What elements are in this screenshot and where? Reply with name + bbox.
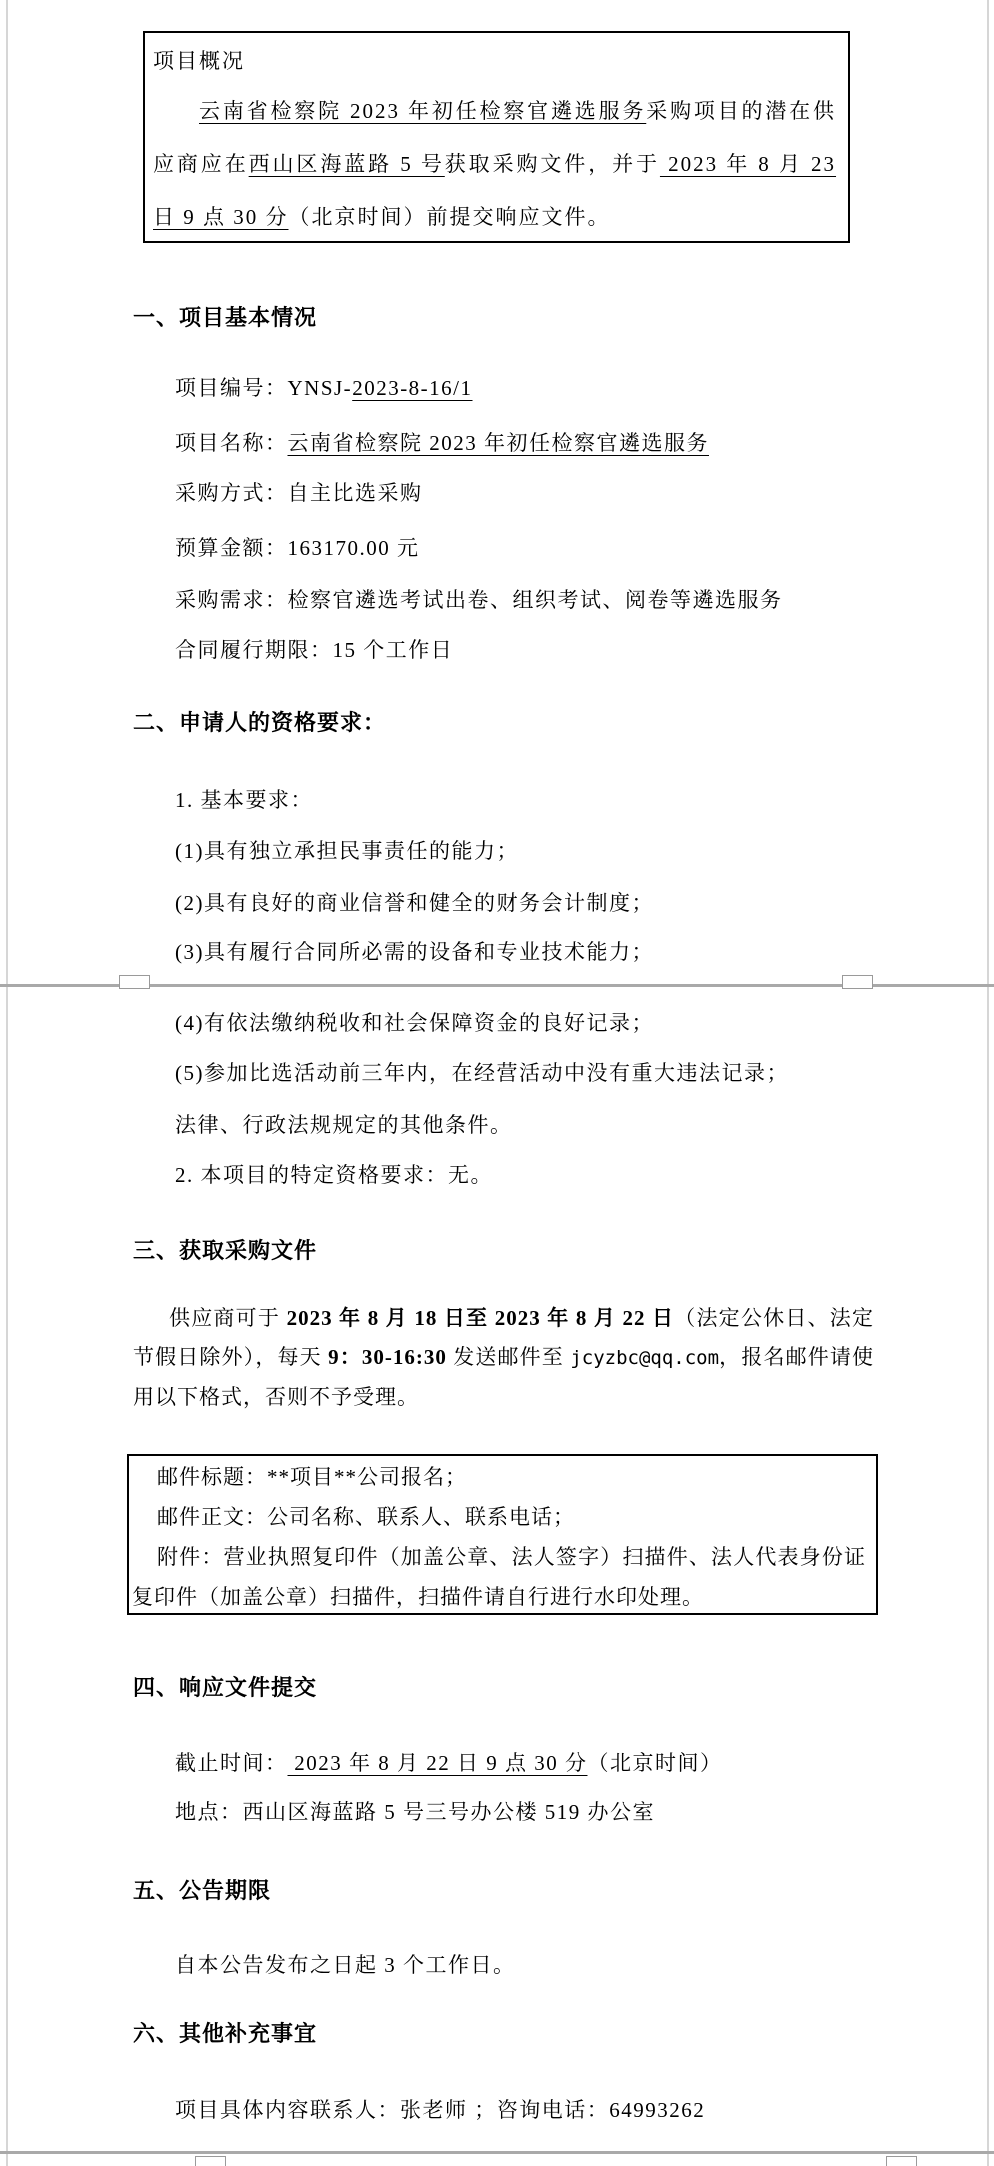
budget-line — [175, 529, 420, 568]
text-segment: 合同履行期限：15 个工作日 — [175, 638, 454, 662]
text-segment: 2023 年 8 月 22 日 9 点 30 分 — [287, 1751, 588, 1775]
section-3-heading: 三、获取采购文件 — [133, 1238, 318, 1263]
text-segment: 采购项目的潜在供应商应在 — [153, 99, 837, 176]
text-segment: jcyzbc@qq.com — [570, 1347, 720, 1369]
text-segment: (1)具有独立承担民事责任的能力； — [175, 839, 519, 863]
procurement-demand-line — [175, 581, 783, 620]
text-segment: 项目名称： — [175, 431, 288, 455]
section-5-heading: 五、公告期限 — [133, 1878, 272, 1903]
text-segment: 2. 本项目的特定资格要求：无。 — [175, 1163, 493, 1187]
project-number-line — [175, 369, 473, 408]
text-segment: 法律、行政法规规定的其他条件。 — [175, 1113, 513, 1137]
mail-format-box — [127, 1454, 878, 1615]
mail-subject-line — [132, 1457, 866, 1497]
text-segment: (4)有依法缴纳税收和社会保障资金的良好记录； — [175, 1011, 654, 1035]
mail-body-line — [132, 1497, 866, 1537]
overview-paragraph — [153, 85, 836, 244]
requirement-item-5 — [175, 1054, 789, 1093]
page-margin-marker — [195, 2156, 226, 2166]
section-1-heading: 一、项目基本情况 — [133, 305, 318, 330]
page-margin-marker — [886, 2156, 917, 2166]
text-segment: 2023 年 8 月 18 日至 2023 年 8 月 22 日 — [286, 1306, 675, 1330]
contract-term-line — [175, 631, 453, 670]
text-segment: 邮件正文：公司名称、联系人、联系电话； — [157, 1505, 575, 1529]
page-margin-marker — [119, 975, 150, 989]
page-left-edge — [6, 0, 8, 2166]
overview-box — [143, 31, 850, 243]
text-segment: 2023-8-16/1 — [352, 376, 473, 400]
text-segment: 地点：西山区海蓝路 5 号三号办公楼 519 办公室 — [175, 1800, 655, 1824]
text-segment: (2)具有良好的商业信誉和健全的财务会计制度； — [175, 891, 654, 915]
text-segment: 项目编号：YNSJ- — [175, 376, 353, 400]
text-segment: 西山区海蓝路 5 号 — [248, 152, 445, 176]
procurement-method-line — [175, 474, 423, 513]
page-break-divider-bottom — [0, 2151, 994, 2154]
text-segment: 预算金额：163170.00 元 — [175, 536, 420, 560]
text-segment: （法定公休日、法定节假日除外），每天 — [133, 1306, 874, 1369]
text-segment: 截止时间： — [175, 1751, 288, 1775]
text-segment: ，报名邮件请使用以下格式，否则不予受理。 — [133, 1345, 874, 1409]
text-segment: 采购需求：检察官遴选考试出卷、组织考试、阅卷等遴选服务 — [175, 588, 783, 612]
text-segment: 获取采购文件，并于 — [444, 152, 660, 176]
announcement-period-line — [175, 1946, 516, 1985]
text-segment: 云南省检察院 2023 年初任检察官遴选服务 — [199, 99, 647, 123]
text-segment: 1. 基本要求： — [175, 788, 313, 812]
basic-requirements-line — [175, 781, 313, 820]
page-margin-marker — [842, 975, 873, 989]
text-segment: 9：30-16:30 — [328, 1345, 447, 1369]
address-line — [175, 1793, 655, 1832]
requirement-item-1 — [175, 832, 519, 871]
text-segment: （北京时间） — [587, 1751, 723, 1775]
deadline-line — [175, 1744, 723, 1783]
text-segment: 云南省检察院 2023 年初任检察官遴选服务 — [287, 431, 709, 455]
text-segment: 采购方式：自主比选采购 — [175, 481, 423, 505]
specific-requirements-line — [175, 1156, 493, 1195]
requirement-item-3 — [175, 933, 654, 972]
contact-line — [175, 2091, 705, 2130]
text-segment: 邮件标题：**项目**公司报名； — [157, 1465, 467, 1489]
project-name-line — [175, 424, 709, 463]
text-segment: 2023 年 8 月 23 日 9 点 30 分 — [153, 152, 837, 229]
text-segment: (5)参加比选活动前三年内，在经营活动中没有重大违法记录； — [175, 1061, 789, 1085]
overview-title: 项目概况 — [153, 49, 245, 73]
section-2-heading: 二、申请人的资格要求： — [133, 710, 387, 735]
text-segment: (3)具有履行合同所必需的设备和专业技术能力； — [175, 940, 654, 964]
text-segment: 项目具体内容联系人：张老师 ；咨询电话：64993262 — [175, 2098, 706, 2122]
section-6-heading: 六、其他补充事宜 — [133, 2021, 318, 2046]
requirement-item-4 — [175, 1004, 654, 1043]
other-conditions-line — [175, 1106, 513, 1145]
requirement-item-2 — [175, 884, 654, 923]
text-segment: 发送邮件至 — [446, 1345, 571, 1369]
text-segment: 自本公告发布之日起 3 个工作日。 — [175, 1953, 516, 1977]
section-4-heading: 四、响应文件提交 — [133, 1675, 318, 1700]
page-right-edge — [987, 0, 989, 2166]
text-segment: （北京时间）前提交响应文件。 — [288, 205, 611, 229]
mail-attachment-paragraph — [132, 1537, 866, 1617]
obtain-documents-paragraph — [133, 1299, 874, 1417]
text-segment: 供应商可于 — [169, 1306, 287, 1330]
text-segment: 附件：营业执照复印件（加盖公章、法人签字）扫描件、法人代表身份证复印件（加盖公章）扫描件，扫描件请自行进行水印处理。 — [132, 1545, 866, 1609]
